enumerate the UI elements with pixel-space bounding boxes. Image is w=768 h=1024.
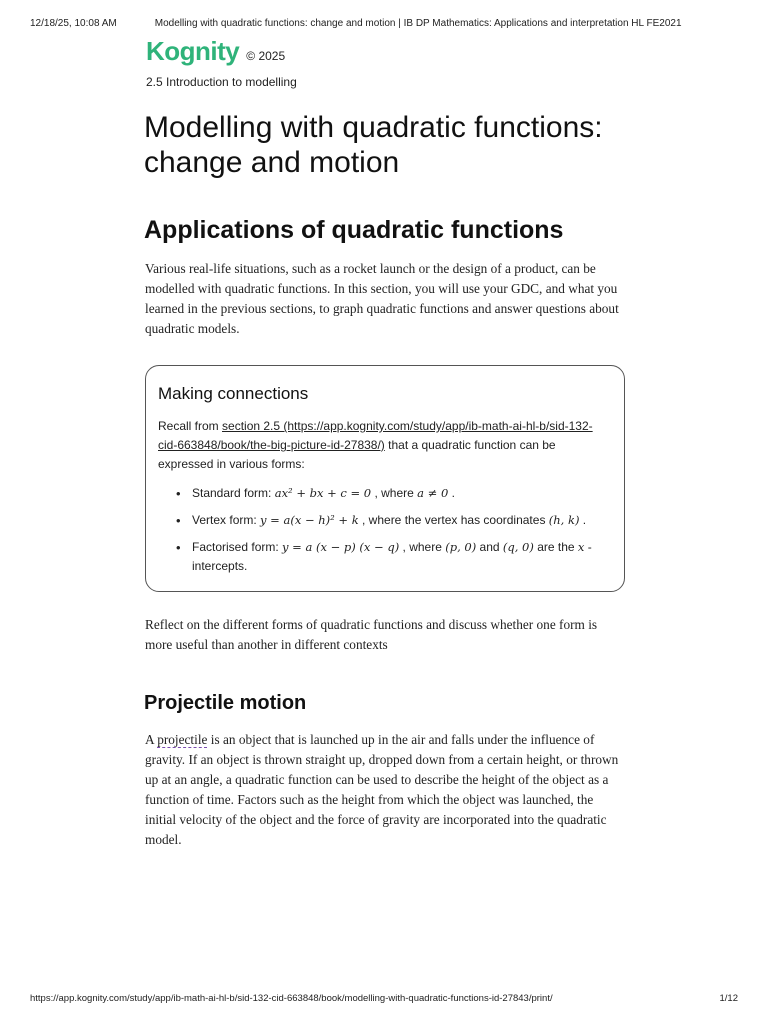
list-item-vertex-form xyxy=(176,511,616,530)
x-variable: x xyxy=(577,540,585,554)
projectile-paragraph xyxy=(145,730,627,850)
subsection-title: Projectile motion xyxy=(144,692,307,714)
form-equation: ax² + bx + c = 0 xyxy=(274,486,372,500)
print-footer xyxy=(30,993,738,1004)
form-mid: and xyxy=(476,540,503,554)
print-doc-title: Modelling with quadratic functions: change and motion | IB DP Mathematics: Applications and interpretation HL FE2021 xyxy=(154,18,682,29)
form-label: Vertex form: xyxy=(192,513,261,527)
forms-list xyxy=(176,484,616,584)
form-equation: y = a(x − h)² + k xyxy=(260,513,359,527)
page-title: Modelling with quadratic functions: change and motion xyxy=(144,111,603,179)
page-number: 1/12 xyxy=(719,993,738,1004)
form-equation: y = a (x − p) (x − q) xyxy=(282,540,400,554)
section-link[interactable]: section 2.5 (https://app.kognity.com/study/app/ib-math-ai-hl-b/sid-132-cid-663848/book/the-big-picture-id-27838/) xyxy=(158,419,593,452)
form-text: , where xyxy=(399,540,446,554)
form-label: Standard form: xyxy=(192,486,275,500)
brand xyxy=(146,36,285,67)
reflect-paragraph: Reflect on the different forms of quadratic functions and discuss whether one form is more useful than another in different contexts xyxy=(145,617,598,652)
para-after: is an object that is launched up in the air and falls under the influence of gravity. If an object is thrown straight up, dropped down from a certain height, or thrown up at an angle, a quadratic function can be used to describe the height of the object as a function of time. Factors such as the height from which the object was launched, the initial velocity of the object and the force of gravity are incorporated into the quadratic model. xyxy=(145,732,619,847)
form-condition: a ≠ 0 xyxy=(417,486,449,500)
form-tail: are the xyxy=(533,540,578,554)
print-datetime: 12/18/25, 10:08 AM xyxy=(30,18,117,29)
form-label: Factorised form: xyxy=(192,540,283,554)
root-p: (p, 0) xyxy=(445,540,477,554)
print-header xyxy=(30,18,738,29)
form-tail2: -intercepts. xyxy=(192,540,592,573)
form-text: , where xyxy=(371,486,418,500)
form-text: , where the vertex has coordinates xyxy=(358,513,549,527)
breadcrumb[interactable]: 2.5 Introduction to modelling xyxy=(146,75,297,89)
section-title: Applications of quadratic functions xyxy=(144,216,564,244)
intro-paragraph: Various real-life situations, such as a rocket launch or the design of a product, can be modelled with quadratic functions. In this section, you will use your GDC, and what you learned in the previous sections, to graph quadratic functions and answer questions about quadratic models. xyxy=(145,261,619,336)
vertex-coordinates: (h, k) xyxy=(548,513,580,527)
form-tail: . xyxy=(448,486,455,500)
root-q: (q, 0) xyxy=(502,540,534,554)
print-url: https://app.kognity.com/study/app/ib-math-ai-hl-b/sid-132-cid-663848/book/modelling-with-quadratic-functions-id-27843/print/ xyxy=(30,993,553,1004)
callout-intro-after: that a quadratic function can be expressed in various forms: xyxy=(158,438,556,471)
list-item-factorised-form xyxy=(176,538,616,576)
kognity-logo[interactable]: Kognity xyxy=(146,36,240,66)
para-before: A xyxy=(145,732,158,747)
form-tail: . xyxy=(579,513,587,527)
callout-intro xyxy=(158,417,608,474)
glossary-term-projectile[interactable]: projectile xyxy=(157,732,208,747)
callout-intro-before: Recall from xyxy=(158,419,223,433)
list-item-standard-form xyxy=(176,484,616,503)
callout-title: Making connections xyxy=(158,384,309,403)
copyright-text: © 2025 xyxy=(246,49,286,63)
